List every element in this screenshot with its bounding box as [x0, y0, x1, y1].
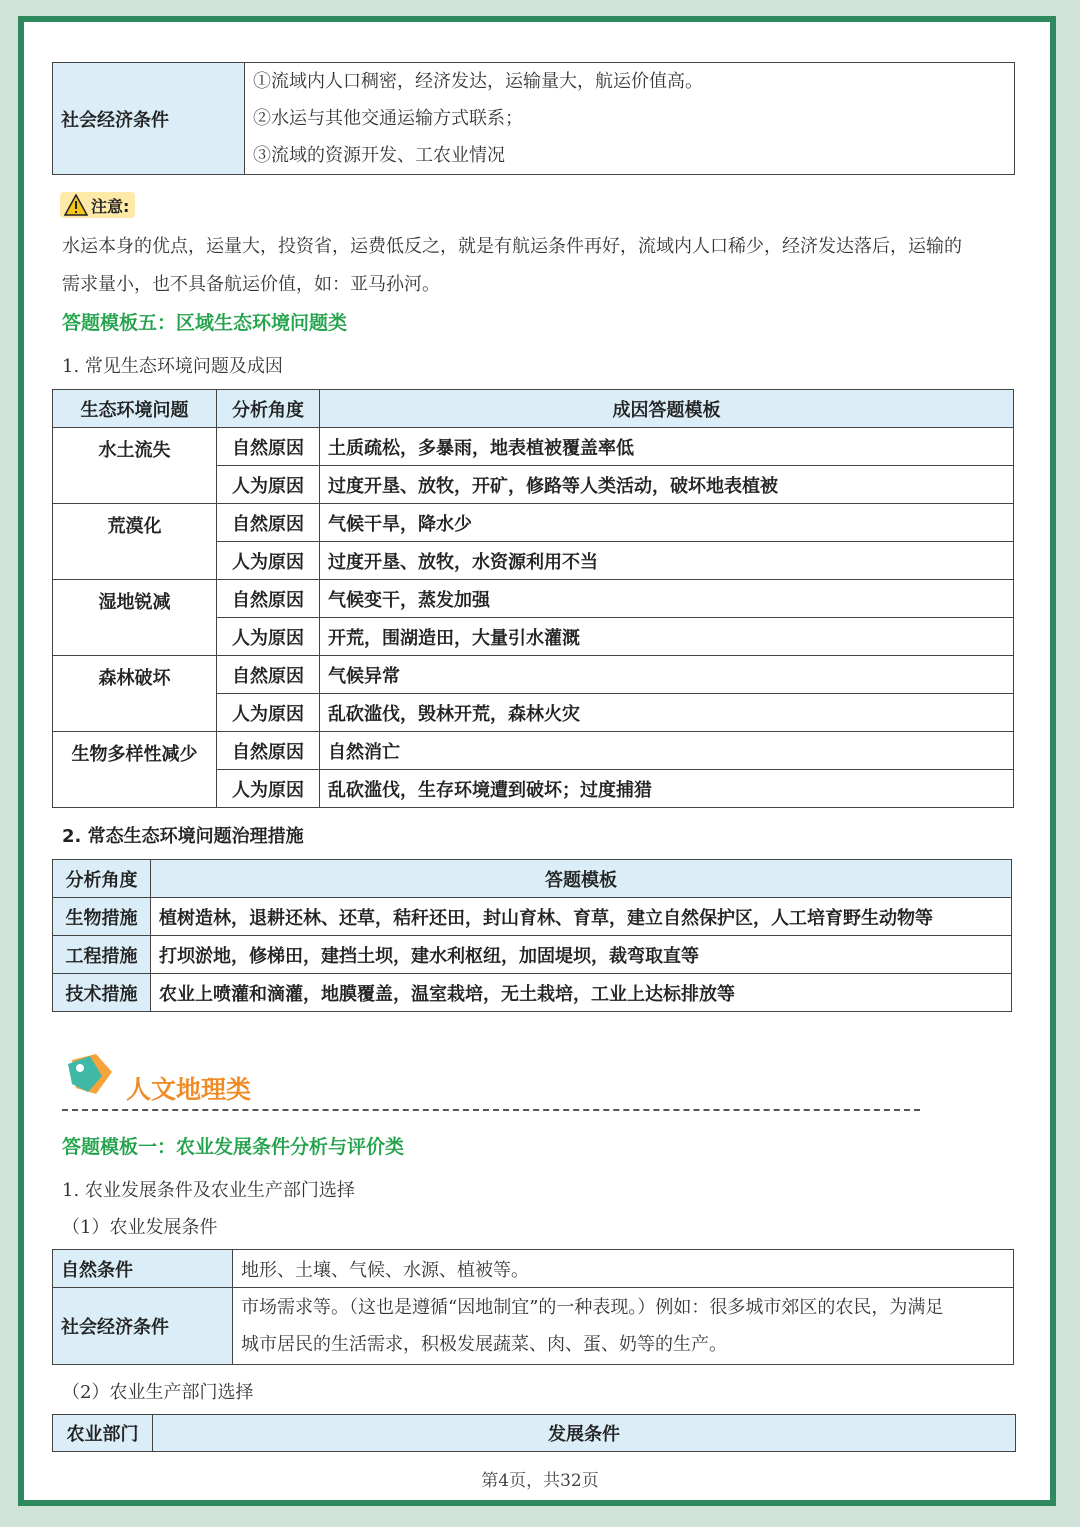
cause-cell: 乱砍滥伐，生存环境遭到破坏；过度捕猎 [320, 770, 1014, 808]
measure-value: 植树造林，退耕还林、还草，秸秆还田，封山育林、育草，建立自然保护区，人工培育野生动物等 [151, 898, 1012, 936]
angle-cell: 人为原因 [217, 618, 320, 656]
condition-line-1: 市场需求等。（这也是遵循“因地制宜”的一种表现。）例如：很多城市郊区的农民，为满足 [241, 1297, 944, 1318]
condition-key: 社会经济条件 [53, 1288, 233, 1365]
header-angle: 分析角度 [217, 390, 320, 428]
agri-conditions-table [52, 1249, 1014, 1365]
angle-cell: 自然原因 [217, 656, 320, 694]
angle-cell: 自然原因 [217, 504, 320, 542]
cause-cell: 乱砍滥伐，毁林开荒，森林火灾 [320, 694, 1014, 732]
line-3: ③流域的资源开发、工农业情况 [253, 145, 505, 166]
note-badge [60, 192, 135, 218]
note-label: 注意: [91, 196, 130, 216]
note-line-2: 需求量小，也不具备航运价值，如：亚马孙河。 [62, 274, 440, 295]
line-2: ②水运与其他交通运输方式联系； [253, 108, 523, 129]
problem-cell: 森林破坏 [53, 656, 217, 732]
cause-cell: 过度开垦、放牧，水资源利用不当 [320, 542, 1014, 580]
problem-cell: 水土流失 [53, 428, 217, 504]
cause-cell: 土质疏松，多暴雨，地表植被覆盖率低 [320, 428, 1014, 466]
note-line-1: 水运本身的优点，运量大，投资省，运费低反之，就是有航运条件再好，流域内人口稀少，经济发达落后，运输的 [62, 236, 962, 257]
cause-cell: 气候异常 [320, 656, 1014, 694]
header-conditions: 发展条件 [153, 1415, 1016, 1452]
section-title: 人文地理类 [126, 1075, 252, 1104]
measure-value: 农业上喷灌和滴灌，地膜覆盖，温室栽培，无土栽培，工业上达标排放等 [151, 974, 1012, 1012]
angle-cell: 自然原因 [217, 428, 320, 466]
header-template: 成因答题模板 [320, 390, 1014, 428]
condition-line-2: 城市居民的生活需求，积极发展蔬菜、肉、蛋、奶等的生产。 [241, 1334, 727, 1355]
template1-sub1a: （1）农业发展条件 [62, 1217, 218, 1238]
angle-cell: 自然原因 [217, 732, 320, 770]
angle-cell: 人为原因 [217, 542, 320, 580]
page-number: 第4页，共32页 [481, 1471, 599, 1491]
header-angle2: 分析角度 [53, 860, 151, 898]
angle-cell: 人为原因 [217, 770, 320, 808]
angle-cell: 自然原因 [217, 580, 320, 618]
condition-value [233, 1288, 1014, 1365]
cause-cell: 开荒，围湖造田，大量引水灌溉 [320, 618, 1014, 656]
measure-key: 工程措施 [53, 936, 151, 974]
template5-sub2: 2. 常态生态环境问题治理措施 [62, 826, 304, 847]
note-text [62, 228, 1022, 304]
template5-sub1: 1. 常见生态环境问题及成因 [62, 356, 283, 377]
cause-cell: 气候变干，蒸发加强 [320, 580, 1014, 618]
measure-key: 技术措施 [53, 974, 151, 1012]
condition-value: 地形、土壤、气候、水源、植被等。 [233, 1250, 1014, 1288]
template5-heading: 答题模板五：区域生态环境问题类 [62, 312, 348, 334]
header-problem: 生态环境问题 [53, 390, 217, 428]
template1-sub2: （2）农业生产部门选择 [62, 1382, 254, 1403]
agri-sector-table [52, 1414, 1016, 1452]
problem-cell: 湿地锐减 [53, 580, 217, 656]
social-economic-table [52, 62, 1015, 175]
problem-cell: 生物多样性减少 [53, 732, 217, 808]
cause-cell: 气候干旱，降水少 [320, 504, 1014, 542]
header-template2: 答题模板 [151, 860, 1012, 898]
tag-icon [66, 1050, 116, 1100]
eco-problem-table [52, 389, 1014, 808]
problem-cell: 荒漠化 [53, 504, 217, 580]
angle-cell: 人为原因 [217, 466, 320, 504]
measures-table [52, 859, 1012, 1012]
template1-sub1: 1. 农业发展条件及农业生产部门选择 [62, 1180, 355, 1201]
measure-key: 生物措施 [53, 898, 151, 936]
section-divider [62, 1109, 920, 1111]
angle-cell: 人为原因 [217, 694, 320, 732]
cause-cell: 自然消亡 [320, 732, 1014, 770]
warning-icon [64, 194, 88, 216]
measure-value: 打坝淤地，修梯田，建挡土坝，建水利枢纽，加固堤坝，裁弯取直等 [151, 936, 1012, 974]
line-1: ①流域内人口稠密，经济发达，运输量大，航运价值高。 [253, 71, 703, 92]
header-sector: 农业部门 [53, 1415, 153, 1452]
template1-heading: 答题模板一：农业发展条件分析与评价类 [62, 1136, 405, 1158]
condition-key: 自然条件 [53, 1250, 233, 1288]
row-label: 社会经济条件 [53, 63, 245, 175]
cause-cell: 过度开垦、放牧，开矿，修路等人类活动，破坏地表植被 [320, 466, 1014, 504]
